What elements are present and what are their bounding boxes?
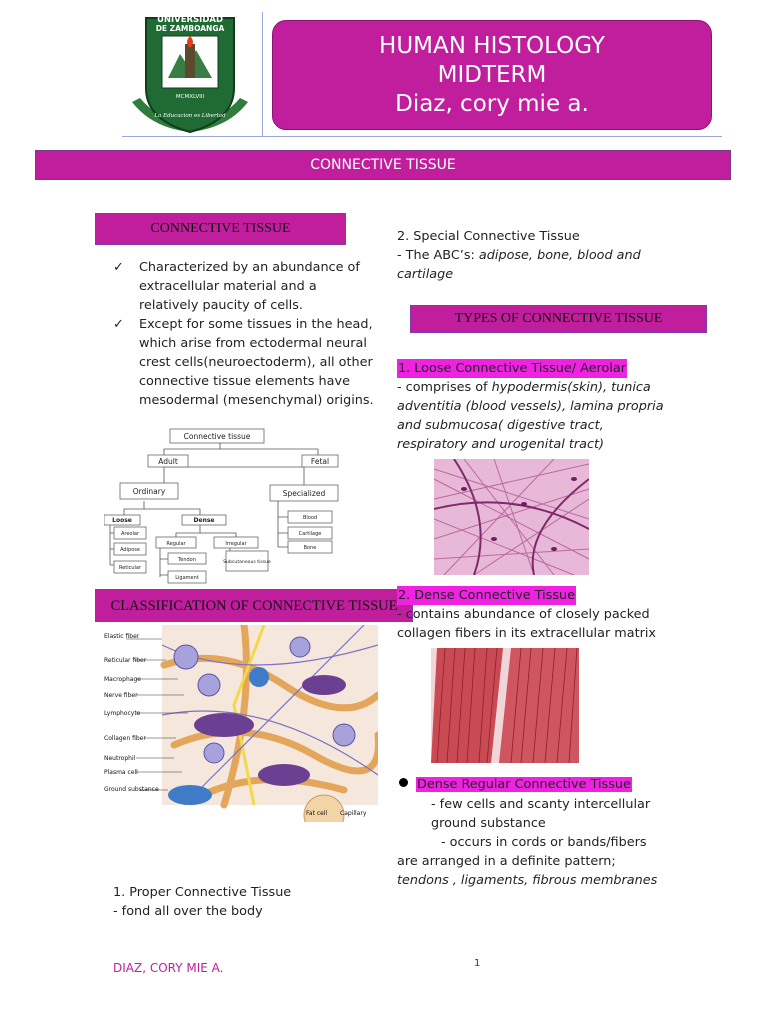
tree-node-subcutaneous: Subcutaneous tissue <box>223 560 271 565</box>
tree-node-adult: Adult <box>158 457 178 466</box>
label-elastic-fiber: Elastic fiber <box>104 633 140 640</box>
tree-node-adipose: Adipose <box>120 547 140 553</box>
tree-node-bone: Bone <box>303 545 317 551</box>
proper-desc: - fond all over the body <box>113 904 263 919</box>
special-connective-tissue <box>397 227 687 284</box>
logo-motto: La Educacion es Libertad <box>154 113 226 119</box>
page-number: 1 <box>474 958 481 969</box>
special-prefix: - The ABC’s: <box>397 248 479 263</box>
title-line-2: MIDTERM <box>437 61 547 88</box>
proper-connective-tissue <box>113 883 291 921</box>
dense-tissue-label: 2. Dense Connective Tissue <box>398 588 576 603</box>
connective-tissue-heading: CONNECTIVE TISSUE <box>95 213 346 245</box>
definition-list <box>113 258 375 410</box>
label-neutrophil: Neutrophil <box>104 755 136 762</box>
title-box <box>272 20 712 130</box>
classification-heading: CLASSIFICATION OF CONNECTIVE TISSUE <box>95 589 413 622</box>
tree-node-loose: Loose <box>112 517 132 524</box>
tree-node-root: Connective tissue <box>183 432 251 441</box>
loose-tissue-label: 1. Loose Connective Tissue/ Aerolar <box>398 361 626 376</box>
connective-tissue-cells-illustration <box>104 625 378 822</box>
section-banner: CONNECTIVE TISSUE <box>35 150 731 180</box>
label-macrophage: Macrophage <box>104 676 141 683</box>
definition-item: ✓ Characterized by an abundance of extracellular material and a relatively paucity of cells. <box>113 258 375 315</box>
label-nerve-fiber: Nerve fiber <box>104 692 138 699</box>
dense-tissue-desc: - contains abundance of closely packed collagen fibers in its extracellular matrix <box>397 607 656 641</box>
loose-prefix: - comprises of <box>397 380 492 395</box>
tree-node-blood: Blood <box>302 515 318 521</box>
dense-regular-line2: - occurs in cords or bands/fibers are arranged in a definite pattern; <box>397 835 647 869</box>
loose-items: hypodermis(skin), tunica adventitia (blood vessels), lamina propria and submucosa( digestive tract, respiratory and urogenital tract) <box>397 380 664 452</box>
footer-author: DIAZ, CORY MIE A. <box>113 961 224 975</box>
dense-regular-examples: tendons , ligaments, fibrous membranes <box>397 873 658 888</box>
label-reticular-fiber: Reticular fiber <box>104 657 147 664</box>
header-divider <box>262 12 263 137</box>
dense-regular-label: Dense Regular Connective Tissue <box>417 777 631 792</box>
label-capillary: Capillary <box>340 810 367 817</box>
dense-regular-line1: - few cells and scanty intercellular ground substance <box>431 797 651 831</box>
dense-regular-row <box>397 775 632 794</box>
classification-tree-diagram <box>104 425 340 590</box>
tree-node-irregular: Irregular <box>225 541 247 547</box>
tree-node-fetal: Fetal <box>310 457 330 466</box>
special-items: adipose, bone, blood and cartilage <box>397 248 641 282</box>
university-logo <box>122 10 258 136</box>
tree-node-specialized: Specialized <box>282 489 326 498</box>
label-lymphocyte: Lymphocyte <box>104 710 141 717</box>
tree-node-reticular: Reticular <box>118 565 142 571</box>
dense-tissue-micrograph <box>431 648 579 763</box>
tree-node-ligament: Ligament <box>175 575 199 581</box>
header-rule <box>122 136 262 137</box>
tree-node-tendon: Tendon <box>178 557 196 563</box>
special-title: 2. Special Connective Tissue <box>397 229 580 244</box>
label-fat-cell: Fat cell <box>306 810 328 817</box>
proper-title: 1. Proper Connective Tissue <box>113 885 292 900</box>
tree-node-areolar: Areolar <box>120 531 140 537</box>
label-ground-substance: Ground substance <box>104 786 159 793</box>
logo-text-line2: DE ZAMBOANGA <box>155 24 225 33</box>
loose-tissue-micrograph <box>434 459 589 575</box>
tree-node-dense: Dense <box>193 517 215 524</box>
label-plasma-cell: Plasma cell <box>104 769 138 776</box>
logo-roman-year: MCMXLVIII <box>175 94 205 100</box>
title-line-1: HUMAN HISTOLOGY <box>379 32 605 59</box>
loose-tissue-desc <box>397 378 667 454</box>
tree-node-ordinary: Ordinary <box>132 487 166 496</box>
definition-item: ✓ Except for some tissues in the head, which arise from ectodermal neural crest cells(neuroectoderm), all other connective tissue elements have mesodermal (mesenchymal) origins. <box>113 315 375 410</box>
label-collagen-fiber: Collagen fiber <box>104 735 146 742</box>
logo-text-line1: UNIVERSIDAD <box>156 15 224 25</box>
header-rule-right <box>262 136 722 137</box>
types-heading: TYPES OF CONNECTIVE TISSUE <box>410 305 707 333</box>
bullet-dot-icon <box>399 778 408 787</box>
title-line-3: Diaz, cory mie a. <box>395 90 589 117</box>
tree-node-regular: Regular <box>166 541 186 547</box>
tree-node-cartilage: Cartilage <box>298 531 322 537</box>
dense-regular-desc <box>397 795 667 890</box>
